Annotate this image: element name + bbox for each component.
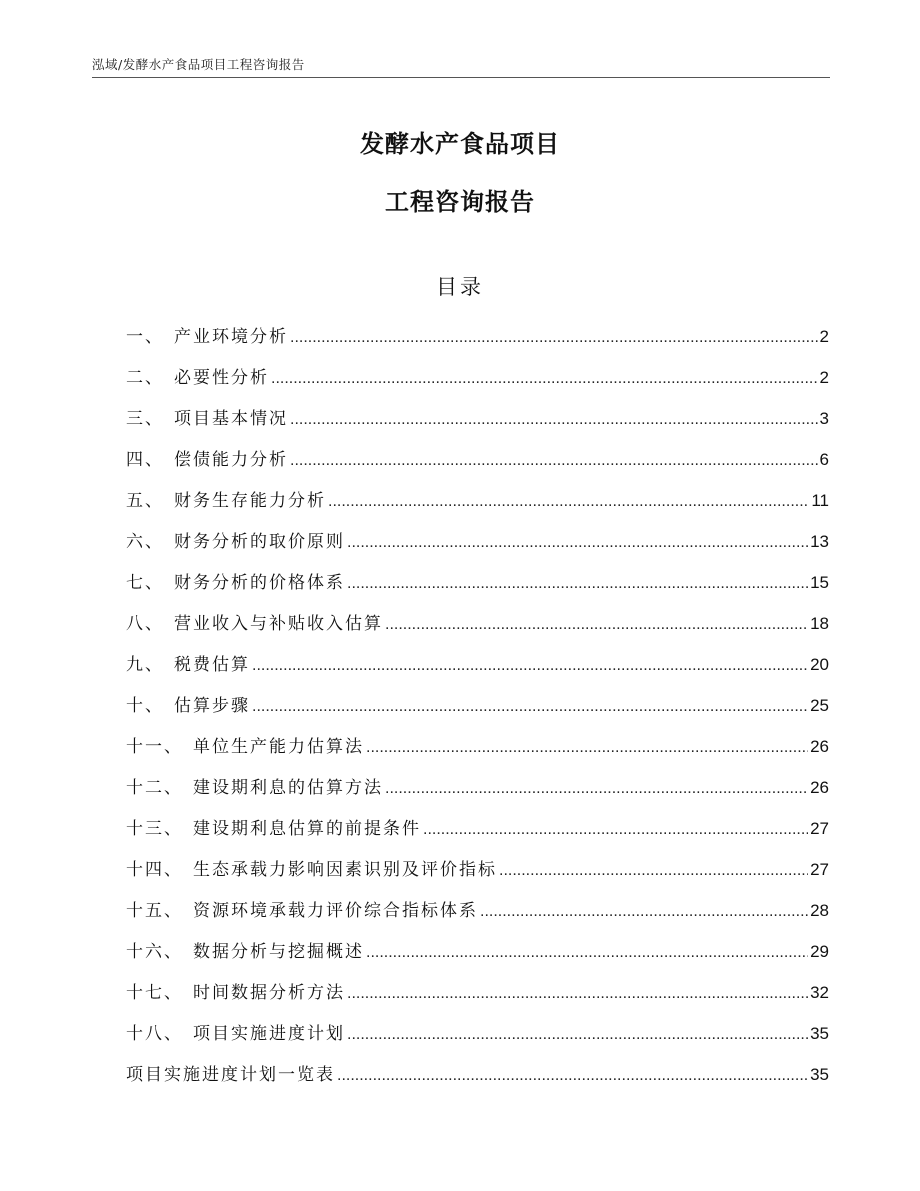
toc-entry[interactable] [126, 1060, 829, 1101]
toc-entry-title: 必要性分析 [174, 368, 269, 388]
toc-dot-leader [385, 616, 808, 634]
toc-entry-number: 九、 [126, 655, 164, 675]
toc-dot-leader [480, 903, 808, 921]
toc-entry-page: 18 [810, 614, 829, 633]
toc-entry[interactable] [126, 363, 829, 404]
toc-entry-title: 财务生存能力分析 [174, 491, 326, 511]
toc-entry[interactable] [126, 486, 829, 527]
header-text: 泓域/发酵水产食品项目工程咨询报告 [92, 57, 305, 72]
toc-dot-leader [337, 1067, 808, 1085]
toc-entry-page: 6 [819, 450, 829, 469]
toc-entry-page: 2 [819, 368, 829, 387]
toc-entry[interactable] [126, 978, 829, 1019]
toc-entry-title: 建设期利息的估算方法 [193, 778, 383, 798]
toc-entry-title: 项目实施进度计划一览表 [126, 1065, 335, 1085]
toc-entry-number: 十四、 [126, 860, 183, 880]
toc-entry-number: 四、 [126, 450, 164, 470]
toc-entry[interactable] [126, 445, 829, 486]
toc-entry[interactable] [126, 609, 829, 650]
toc-entry-number: 十、 [126, 696, 164, 716]
toc-entry-number: 十六、 [126, 942, 183, 962]
toc-dot-leader [290, 411, 818, 429]
toc-entry[interactable] [126, 691, 829, 732]
toc-entry-page: 35 [810, 1024, 829, 1043]
toc-entry-title: 数据分析与挖掘概述 [193, 942, 364, 962]
toc-entry-title: 项目基本情况 [174, 409, 288, 429]
toc-entry[interactable] [126, 650, 829, 691]
toc-entry-page: 32 [810, 983, 829, 1002]
toc-entry[interactable] [126, 855, 829, 896]
toc-dot-leader [366, 944, 808, 962]
toc-dot-leader [271, 370, 818, 388]
toc-entry-title: 时间数据分析方法 [193, 983, 345, 1003]
toc-dot-leader [347, 985, 808, 1003]
toc-entry-page: 13 [810, 532, 829, 551]
toc-dot-leader [366, 739, 808, 757]
toc-entry-title: 营业收入与补贴收入估算 [174, 614, 383, 634]
toc-entry-number: 十一、 [126, 737, 183, 757]
toc-dot-leader [347, 1026, 808, 1044]
toc-entry-title: 生态承载力影响因素识别及评价指标 [193, 860, 497, 880]
toc-dot-leader [328, 493, 809, 511]
toc-entry-page: 29 [810, 942, 829, 961]
page-header [92, 52, 830, 78]
toc-entry-number: 五、 [126, 491, 164, 511]
toc-entry-number: 十七、 [126, 983, 183, 1003]
toc-entry[interactable] [126, 568, 829, 609]
toc-entry-number: 一、 [126, 327, 164, 347]
document-title-line-2: 工程咨询报告 [385, 188, 535, 216]
toc-entry-page: 15 [810, 573, 829, 592]
toc-dot-leader [423, 821, 808, 839]
toc-entry-page: 2 [819, 327, 829, 346]
toc-entry-number: 六、 [126, 532, 164, 552]
toc-entry-page: 27 [810, 819, 829, 838]
toc-entry-page: 11 [811, 491, 829, 510]
toc-dot-leader [252, 657, 808, 675]
toc-entry-page: 26 [810, 778, 829, 797]
toc-entry-title: 财务分析的价格体系 [174, 573, 345, 593]
toc-entry[interactable] [126, 732, 829, 773]
toc-entry-number: 二、 [126, 368, 164, 388]
toc-entry-page: 27 [810, 860, 829, 879]
table-of-contents [126, 322, 829, 1101]
toc-entry-page: 25 [810, 696, 829, 715]
toc-dot-leader [290, 452, 818, 470]
toc-entry-number: 十二、 [126, 778, 183, 798]
toc-heading: 目录 [436, 275, 484, 299]
toc-dot-leader [499, 862, 808, 880]
toc-entry-title: 单位生产能力估算法 [193, 737, 364, 757]
toc-entry[interactable] [126, 404, 829, 445]
toc-entry[interactable] [126, 527, 829, 568]
toc-dot-leader [252, 698, 808, 716]
toc-entry-number: 八、 [126, 614, 164, 634]
toc-dot-leader [385, 780, 808, 798]
toc-dot-leader [347, 534, 808, 552]
toc-entry[interactable] [126, 814, 829, 855]
toc-entry-number: 三、 [126, 409, 164, 429]
toc-entry-title: 产业环境分析 [174, 327, 288, 347]
toc-entry-title: 项目实施进度计划 [193, 1024, 345, 1044]
toc-dot-leader [347, 575, 808, 593]
toc-entry[interactable] [126, 896, 829, 937]
toc-entry-title: 估算步骤 [174, 696, 250, 716]
toc-entry-title: 资源环境承载力评价综合指标体系 [193, 901, 478, 921]
toc-entry-number: 十八、 [126, 1024, 183, 1044]
toc-entry[interactable] [126, 322, 829, 363]
toc-entry-page: 20 [810, 655, 829, 674]
toc-entry-title: 税费估算 [174, 655, 250, 675]
toc-entry-title: 财务分析的取价原则 [174, 532, 345, 552]
toc-entry-page: 35 [810, 1065, 829, 1084]
toc-entry-page: 28 [810, 901, 829, 920]
toc-entry-page: 26 [810, 737, 829, 756]
toc-entry-number: 十五、 [126, 901, 183, 921]
toc-dot-leader [290, 329, 818, 347]
toc-entry-page: 3 [819, 409, 829, 428]
toc-entry[interactable] [126, 773, 829, 814]
toc-entry-number: 七、 [126, 573, 164, 593]
toc-entry-number: 十三、 [126, 819, 183, 839]
toc-entry-title: 建设期利息估算的前提条件 [193, 819, 421, 839]
toc-entry-title: 偿债能力分析 [174, 450, 288, 470]
toc-entry[interactable] [126, 1019, 829, 1060]
toc-entry[interactable] [126, 937, 829, 978]
document-title-line-1: 发酵水产食品项目 [360, 130, 560, 158]
